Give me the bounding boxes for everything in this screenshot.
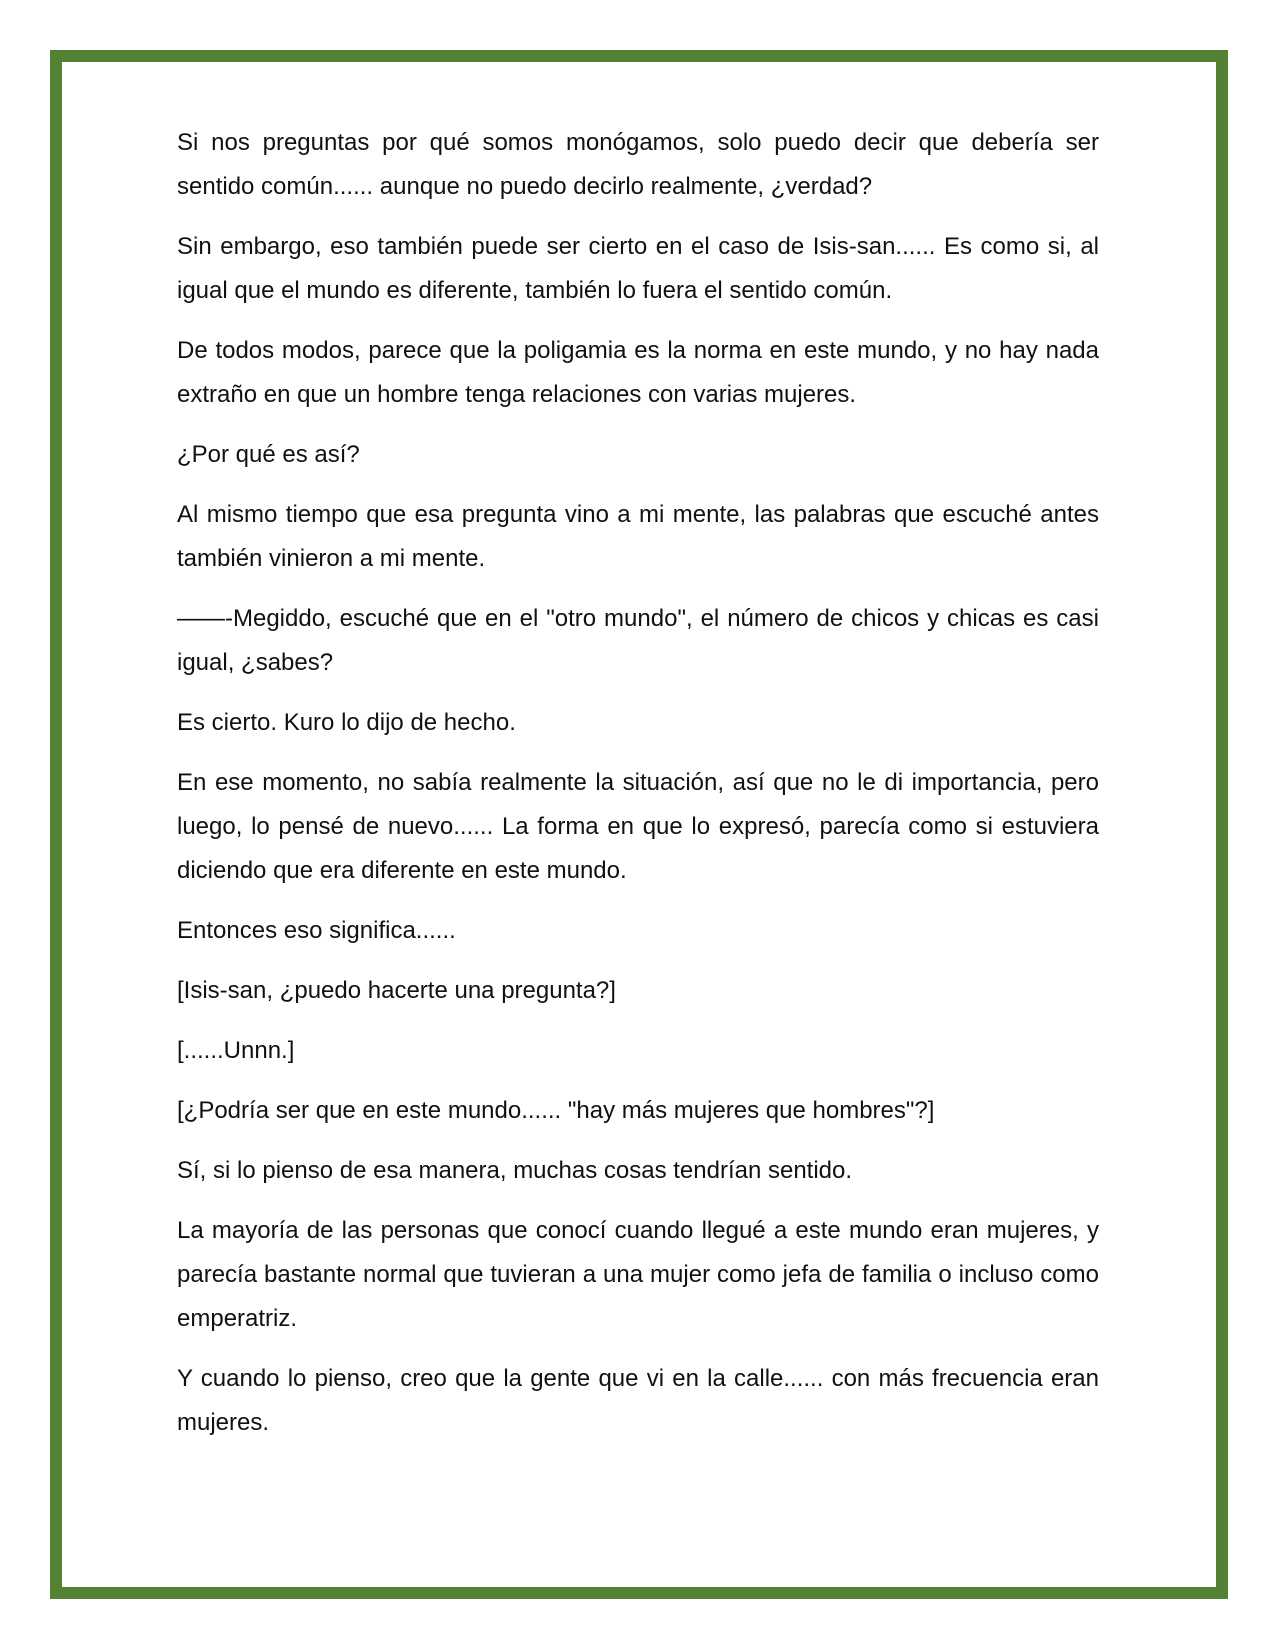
dialogue-line: [¿Podría ser que en este mundo...... "hay más mujeres que hombres"?] [177, 1097, 935, 1124]
dialogue-line: [......Unnn.] [177, 1037, 295, 1064]
paragraph: Entonces eso significa...... [177, 917, 456, 944]
paragraph: Sí, si lo pienso de esa manera, muchas cosas tendrían sentido. [177, 1157, 853, 1184]
page-body [177, 121, 1099, 1461]
paragraph: De todos modos, parece que la poligamia es la norma en este mundo, y no hay nada extraño en que un hombre tenga relaciones con varias mujeres. [177, 337, 1099, 408]
paragraph: Al mismo tiempo que esa pregunta vino a mi mente, las palabras que escuché antes también vinieron a mi mente. [177, 501, 1099, 572]
paragraph: Sin embargo, eso también puede ser cierto en el caso de Isis-san...... Es como si, al igual que el mundo es diferente, también lo fuera el sentido común. [177, 233, 1099, 304]
dialogue-line: [Isis-san, ¿puedo hacerte una pregunta?] [177, 977, 616, 1004]
paragraph: ——-Megiddo, escuché que en el "otro mundo", el número de chicos y chicas es casi igual, ¿sabes? [177, 605, 1099, 676]
paragraph: Y cuando lo pienso, creo que la gente que vi en la calle...... con más frecuencia eran mujeres. [177, 1365, 1099, 1436]
paragraph: Es cierto. Kuro lo dijo de hecho. [177, 709, 516, 736]
paragraph: ¿Por qué es así? [177, 441, 360, 468]
paragraph: Si nos preguntas por qué somos monógamos, solo puedo decir que debería ser sentido común...... aunque no puedo decirlo realmente, ¿verdad? [177, 129, 1099, 200]
paragraph: La mayoría de las personas que conocí cuando llegué a este mundo eran mujeres, y parecía bastante normal que tuvieran a una mujer como jefa de familia o incluso como emperatriz. [177, 1217, 1099, 1332]
paragraph: En ese momento, no sabía realmente la situación, así que no le di importancia, pero luego, lo pensé de nuevo...... La forma en que lo expresó, parecía como si estuviera diciendo que era diferente en este mundo. [177, 769, 1099, 884]
